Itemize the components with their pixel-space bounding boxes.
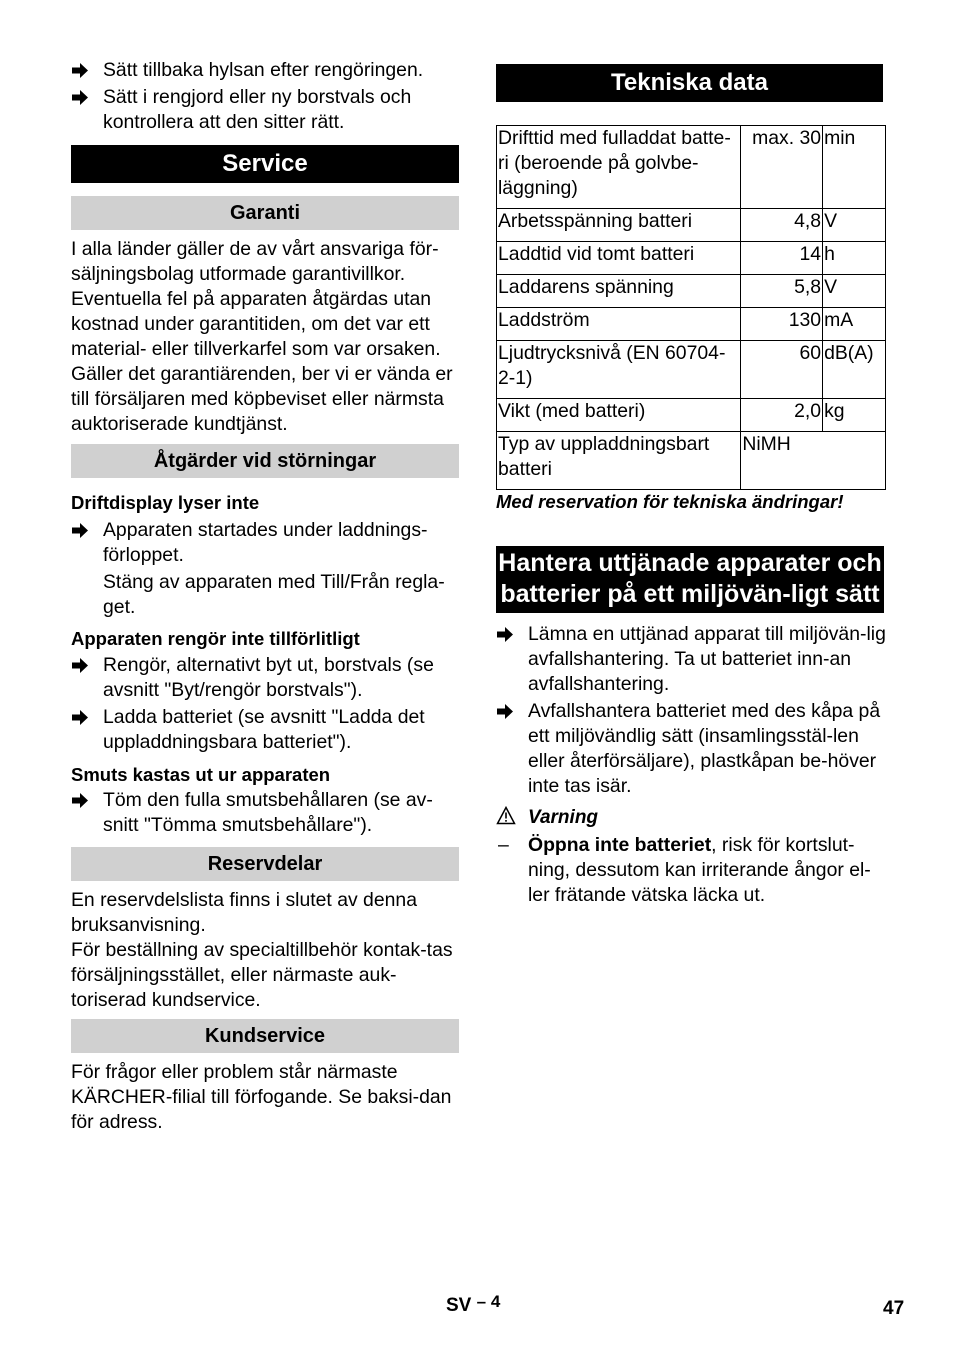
problem-title: Apparaten rengör inte tillförlitligt	[71, 628, 360, 649]
list-item-text: Ladda batteriet (se avsnitt "Ladda det uppladdningsbara batteriet").	[103, 706, 425, 753]
technical-data-table	[496, 125, 886, 490]
table-row	[497, 242, 886, 275]
table-cell-label: Arbetsspänning batteri	[497, 209, 741, 242]
list-item	[71, 653, 459, 703]
table-cell-unit: V	[823, 275, 886, 308]
table-row	[497, 399, 886, 432]
list-item-text: Rengör, alternativt byt ut, borstvals (se avsnitt "Byt/rengör borstvals").	[103, 654, 434, 701]
intro-list	[71, 58, 459, 135]
left-column	[71, 58, 459, 1135]
list-item-text: Lämna en uttjänad apparat till miljövän-lig avfallshantering. Ta ut batteriet inn-an avfallshantering.	[528, 623, 886, 695]
list-item-text: Töm den fulla smutsbehållaren (se av-snitt "Tömma smutsbehållare").	[103, 789, 433, 836]
list-item	[496, 699, 886, 799]
warning-rest-text: , risk för kortslut-ning, dessutom kan irriterande ångor el-ler frätande vätska läcka ut.	[528, 834, 871, 906]
right-column	[496, 64, 886, 908]
subsection-heading-atgarder: Åtgärder vid störningar	[71, 444, 459, 478]
problem-title: Driftdisplay lyser inte	[71, 492, 260, 513]
subsection-heading-garanti: Garanti	[71, 196, 459, 230]
table-cell-unit: min	[823, 126, 886, 209]
warning-triangle-icon	[496, 806, 516, 832]
list-item	[71, 705, 459, 755]
footer-page-ref: – 4	[476, 1292, 501, 1311]
reservation-note: Med reservation för tekniska ändringar!	[496, 491, 844, 512]
footer-language-page	[446, 1292, 501, 1317]
list-item-text: Sätt i rengjord eller ny borstvals och kontrollera att den sitter rätt.	[103, 86, 412, 133]
table-row	[497, 308, 886, 341]
table-cell-value: 5,8	[741, 275, 823, 308]
table-row	[497, 275, 886, 308]
arrow-right-icon	[71, 58, 95, 83]
list-item	[496, 622, 886, 697]
table-cell-value: 130	[741, 308, 823, 341]
table-cell-unit: dB(A)	[823, 341, 886, 399]
table-cell-unit: h	[823, 242, 886, 275]
table-cell-unit: V	[823, 209, 886, 242]
section-heading-tekniska-data: Tekniska data	[496, 64, 883, 102]
list-item	[71, 85, 459, 135]
warning-bold-text: Öppna inte batteriet	[528, 834, 712, 856]
arrow-right-icon	[71, 653, 95, 678]
table-cell-label: Laddtid vid tomt batteri	[497, 242, 741, 275]
footer-language: SV	[446, 1295, 472, 1316]
table-cell-unit: mA	[823, 308, 886, 341]
table-cell-unit: kg	[823, 399, 886, 432]
subsection-heading-kundservice: Kundservice	[71, 1019, 459, 1053]
table-cell-label: Typ av uppladdningsbart batteri	[497, 432, 741, 490]
arrow-right-icon	[496, 622, 520, 647]
warning-item	[496, 833, 886, 908]
arrow-right-icon	[496, 699, 520, 724]
warning-heading	[496, 805, 886, 830]
list-item-text: Apparaten startades under laddnings-förloppet.	[103, 519, 428, 566]
table-cell-label: Vikt (med batteri)	[497, 399, 741, 432]
reservdelar-text: En reservdelslista finns i slutet av denna bruksanvisning.	[71, 889, 417, 936]
table-row	[497, 126, 886, 209]
table-cell-value: 14	[741, 242, 823, 275]
dash-bullet: –	[498, 834, 509, 856]
arrow-right-icon	[71, 518, 95, 543]
table-row	[497, 432, 886, 490]
section-heading-hantera: Hantera uttjänade apparater och batterier på ett miljövän-ligt sätt	[496, 546, 884, 613]
list-item	[71, 58, 459, 83]
list-item-text: Sätt tillbaka hylsan efter rengöringen.	[103, 59, 424, 81]
table-cell-label: Laddarens spänning	[497, 275, 741, 308]
footer-page-number: 47	[883, 1298, 905, 1319]
table-cell-value: 2,0	[741, 399, 823, 432]
table-row	[497, 209, 886, 242]
followup-text: Stäng av apparaten med Till/Från regla-get.	[103, 571, 445, 618]
hantera-list	[496, 622, 886, 799]
arrow-right-icon	[71, 788, 95, 813]
table-cell-value: max. 30	[741, 126, 823, 209]
list-item	[71, 518, 459, 568]
list-item-text: Avfallshantera batteriet med des kåpa på ett miljövändlig sätt (insamlingsstäl-len eller återförsäljare), plastkåpan be-höver inte tas isär.	[528, 700, 881, 797]
reservdelar-text: För beställning av specialtillbehör kontak-tas försäljningsstället, eller närmaste auk-toriserad kundservice.	[71, 939, 453, 1011]
arrow-right-icon	[71, 705, 95, 730]
subsection-heading-reservdelar: Reservdelar	[71, 847, 459, 881]
table-cell-label: Laddström	[497, 308, 741, 341]
warning-label: Varning	[528, 807, 599, 828]
table-cell-value: 60	[741, 341, 823, 399]
arrow-right-icon	[71, 85, 95, 110]
table-cell-label: Drifttid med fulladdat batte-ri (beroende på golvbe-läggning)	[497, 126, 741, 209]
list-item	[71, 788, 459, 838]
kundservice-text: För frågor eller problem står närmaste KÄRCHER-filial till förfogande. Se baksi-dan för adress.	[71, 1061, 452, 1133]
garanti-text: I alla länder gäller de av vårt ansvariga för-säljningsbolag utformade garantivillkor. Eventuella fel på apparaten åtgärdas utan kostnad under garantitiden, om det var ett material- eller tillverkarfel som var orsaken. Gäller det garantiärenden, ber vi er vända er till försäljaren med köpbeviset eller närmsta auktoriserade kundtjänst.	[71, 238, 453, 435]
table-row	[497, 341, 886, 399]
table-cell-label: Ljudtrycksnivå (EN 60704-2-1)	[497, 341, 741, 399]
table-cell-value: NiMH	[741, 432, 886, 490]
table-cell-value: 4,8	[741, 209, 823, 242]
problem-title: Smuts kastas ut ur apparaten	[71, 764, 331, 785]
section-heading-service: Service	[71, 145, 459, 183]
